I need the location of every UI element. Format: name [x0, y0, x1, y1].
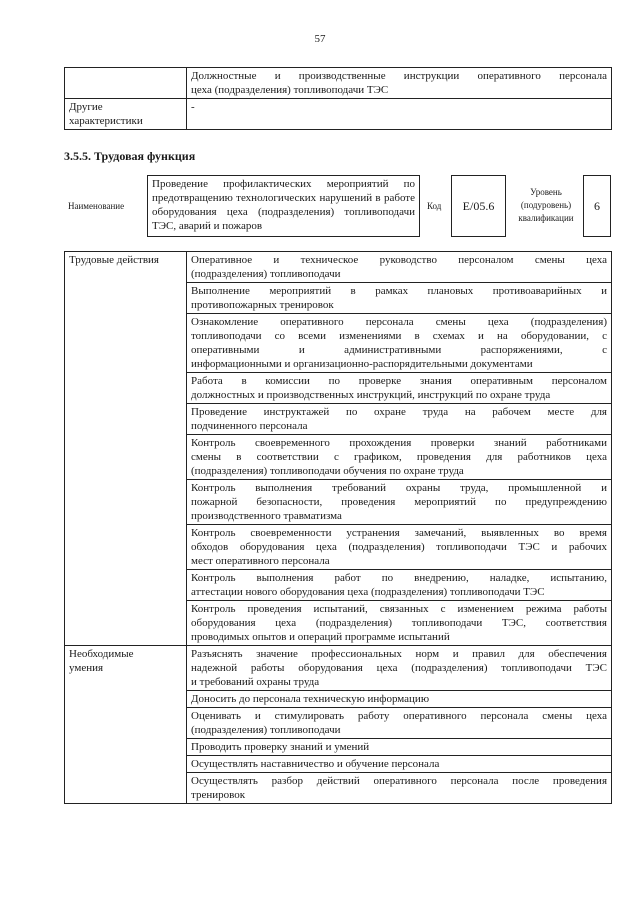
table-cell-text: -: [187, 99, 612, 130]
page-number: 57: [314, 33, 326, 45]
text-line: Осуществлять наставничество и обучение персонала: [191, 758, 440, 770]
text-line: пожарной безопасности, проведения мероприятий по предупреждению: [191, 496, 607, 508]
table-row: [65, 252, 612, 283]
function-name-box: Проведение профилактических мероприятий по предотвращению технологических нарушений в работе оборудования цеха (подразделения) топливоподачи ТЭС, аварий и пожаров: [147, 175, 420, 237]
table-row: [65, 646, 612, 691]
text-line: Оценивать и стимулировать работу оперативного персонала смены цеха: [191, 710, 607, 722]
other-characteristics-label: [65, 99, 187, 130]
labor-action-cell: [187, 314, 612, 373]
text-line: Ознакомление оперативного персонала смены цеха (подразделения): [191, 316, 607, 328]
text-line: (подразделения) топливоподачи: [191, 268, 341, 280]
text-line: подчиненного персонала: [191, 420, 308, 432]
text-line: Контроль выполнения работ по внедрению, наладке, испытанию,: [191, 572, 607, 584]
qualification-level-label: Уровень (подуровень) квалификации: [518, 187, 574, 223]
text-line: Другие: [69, 101, 103, 113]
empty-label-cell: [65, 68, 187, 99]
text-line: тренировок: [191, 789, 246, 801]
text-line: противопожарных тренировок: [191, 299, 334, 311]
text-line: Трудовые действия: [69, 254, 159, 266]
text-line: оборудования цеха (подразделения) топливоподачи ТЭС, соответствия: [191, 617, 607, 629]
labor-action-cell: [187, 480, 612, 525]
skill-cell: [187, 773, 612, 804]
text-line: Доносить до персонала техническую информацию: [191, 693, 430, 705]
text-line: (подразделения) топливоподачи обучения по охране труда: [191, 465, 464, 477]
text-line: Проводить проверку знаний и умений: [191, 741, 370, 753]
table-row: [65, 68, 612, 99]
skill-cell: [187, 708, 612, 739]
text-line: производственного травматизма: [191, 510, 342, 522]
text-line: информационными и организационно-распорядительными документами: [191, 358, 533, 370]
text-line: Разъяснять значение профессиональных норм и правил для обеспечения: [191, 648, 607, 660]
text-line: топливоподачи со всеми изменениями в схемах и на оборудовании, с: [191, 330, 607, 342]
labor-action-cell: [187, 601, 612, 646]
text-line: умения: [69, 662, 104, 674]
text-line: Контроль своевременного прохождения проверки знаний работниками: [191, 437, 607, 449]
text-line: оперативными и административными распоряжениями, с: [191, 344, 607, 356]
labor-action-cell: [187, 404, 612, 435]
text-line: Необходимые: [69, 648, 134, 660]
text-line: цеха (подразделения) топливоподачи ТЭС: [191, 84, 389, 96]
code-value-box: E/05.6: [451, 175, 506, 237]
text-line: Выполнение мероприятий в рамках плановых противоаварийных и: [191, 285, 607, 297]
text-line: (подразделения) топливоподачи: [191, 724, 341, 736]
section-title: 3.5.5. Трудовая функция: [64, 149, 196, 163]
skill-cell: [187, 691, 612, 708]
labor-action-cell: [187, 283, 612, 314]
qualification-level-box: 6: [583, 175, 611, 237]
name-label: Наименование: [68, 201, 125, 211]
text-line: должностных и производственных инструкций, инструкций по охране труда: [191, 389, 551, 401]
text-line: обходов оборудования цеха (подразделения) топливоподачи ТЭС и рабочих: [191, 541, 607, 553]
previous-function-table-tail: [64, 67, 612, 130]
text-line: мест оперативного персонала: [191, 555, 330, 567]
text-line: проводимых опытов и операций программе испытаний: [191, 631, 450, 643]
text-line: надежной работы оборудования цеха (подразделения) топливоподачи ТЭС: [191, 662, 607, 674]
text-line: Контроль проведения испытаний, связанных с изменением режима работы: [191, 603, 607, 615]
labor-action-cell: [187, 252, 612, 283]
labor-actions-label: [65, 252, 187, 646]
text-line: и требований охраны труда: [191, 676, 320, 688]
labor-action-cell: [187, 373, 612, 404]
text-line: характеристики: [69, 115, 143, 127]
required-skills-label: [65, 646, 187, 804]
table-cell-text: [187, 68, 612, 99]
text-line: Контроль выполнения требований охраны труда, промышленной и: [191, 482, 607, 494]
text-line: Оперативное и техническое руководство персоналом смены цеха: [191, 254, 607, 266]
text-line: аттестации нового оборудования цеха (подразделения) топливоподачи ТЭС: [191, 586, 545, 598]
skill-cell: [187, 739, 612, 756]
labor-action-cell: [187, 570, 612, 601]
skill-cell: [187, 756, 612, 773]
text-line: Контроль своевременности устранения замечаний, выявленных во время: [191, 527, 607, 539]
skill-cell: [187, 646, 612, 691]
text-line: Проведение инструктажей по охране труда на рабочем месте для: [191, 406, 607, 418]
table-row: [65, 99, 612, 130]
labor-action-cell: [187, 435, 612, 480]
labor-action-cell: [187, 525, 612, 570]
text-line: Должностные и производственные инструкции оперативного персонала: [191, 70, 607, 82]
labor-function-table: [64, 251, 612, 804]
code-label: Код: [427, 201, 442, 211]
text-line: Осуществлять разбор действий оперативного персонала после проведения: [191, 775, 607, 787]
text-line: Работа в комиссии по проверке знания оперативным персоналом: [191, 375, 607, 387]
text-line: смены в соответствии с графиком, проведения для работников цеха: [191, 451, 607, 463]
